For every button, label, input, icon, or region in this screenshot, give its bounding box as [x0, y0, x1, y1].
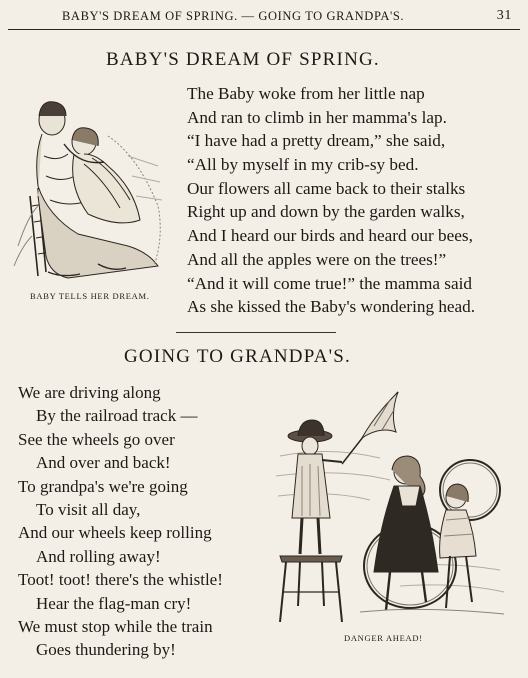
poem-line: “And it will come true!” the mamma said	[187, 273, 472, 293]
poem-line: Right up and down by the garden walks,	[187, 202, 465, 222]
poem-line: And rolling away!	[36, 546, 161, 566]
section-divider	[176, 332, 336, 333]
poem-line: We must stop while the train	[18, 616, 213, 636]
children-playing-illustration	[270, 386, 506, 622]
poem-line: Our flowers all came back to their stalks	[187, 178, 466, 198]
running-head-title: BABY'S DREAM OF SPRING. — GOING TO GRANDPA'S.	[62, 9, 405, 23]
poem-line: As she kissed the Baby's wondering head.	[187, 297, 476, 317]
poem-line: By the railroad track —	[36, 406, 198, 426]
poem-title-spring: BABY'S DREAM OF SPRING.	[106, 49, 380, 70]
poem-line: The Baby woke from her little nap	[187, 84, 425, 103]
poem-line: Toot! toot! there's the whistle!	[18, 570, 223, 590]
poem-line: We are driving along	[18, 383, 161, 402]
poem-line: And our wheels keep rolling	[18, 523, 212, 543]
poem-title-grandpa: GOING TO GRANDPA'S.	[124, 346, 351, 367]
poem-line: And ran to climb in her mamma's lap.	[187, 107, 447, 127]
mother-child-illustration	[8, 96, 168, 282]
illustration-caption-spring: BABY TELLS HER DREAM.	[30, 291, 150, 301]
poem-line: “All by myself in my crib-sy bed.	[187, 155, 419, 175]
poem-line: Goes thundering by!	[36, 640, 176, 660]
poem-line: Hear the flag-man cry!	[36, 593, 192, 613]
poem-line: To grandpa's we're going	[18, 476, 188, 496]
poem-line: And all the apples were on the trees!”	[187, 249, 447, 269]
poem-line: “I have had a pretty dream,” she said,	[187, 131, 446, 151]
poem-spring-text	[187, 82, 521, 319]
page-number: 31	[496, 8, 512, 23]
illustration-caption-grandpa: DANGER AHEAD!	[344, 633, 423, 643]
poem-line: To visit all day,	[36, 499, 141, 519]
poem-grandpa-text	[18, 381, 278, 662]
header-rule	[8, 29, 520, 30]
poem-line: And I heard our birds and heard our bees,	[187, 226, 473, 246]
poem-line: And over and back!	[36, 453, 171, 473]
running-head	[0, 6, 528, 28]
poem-line: See the wheels go over	[18, 429, 175, 449]
